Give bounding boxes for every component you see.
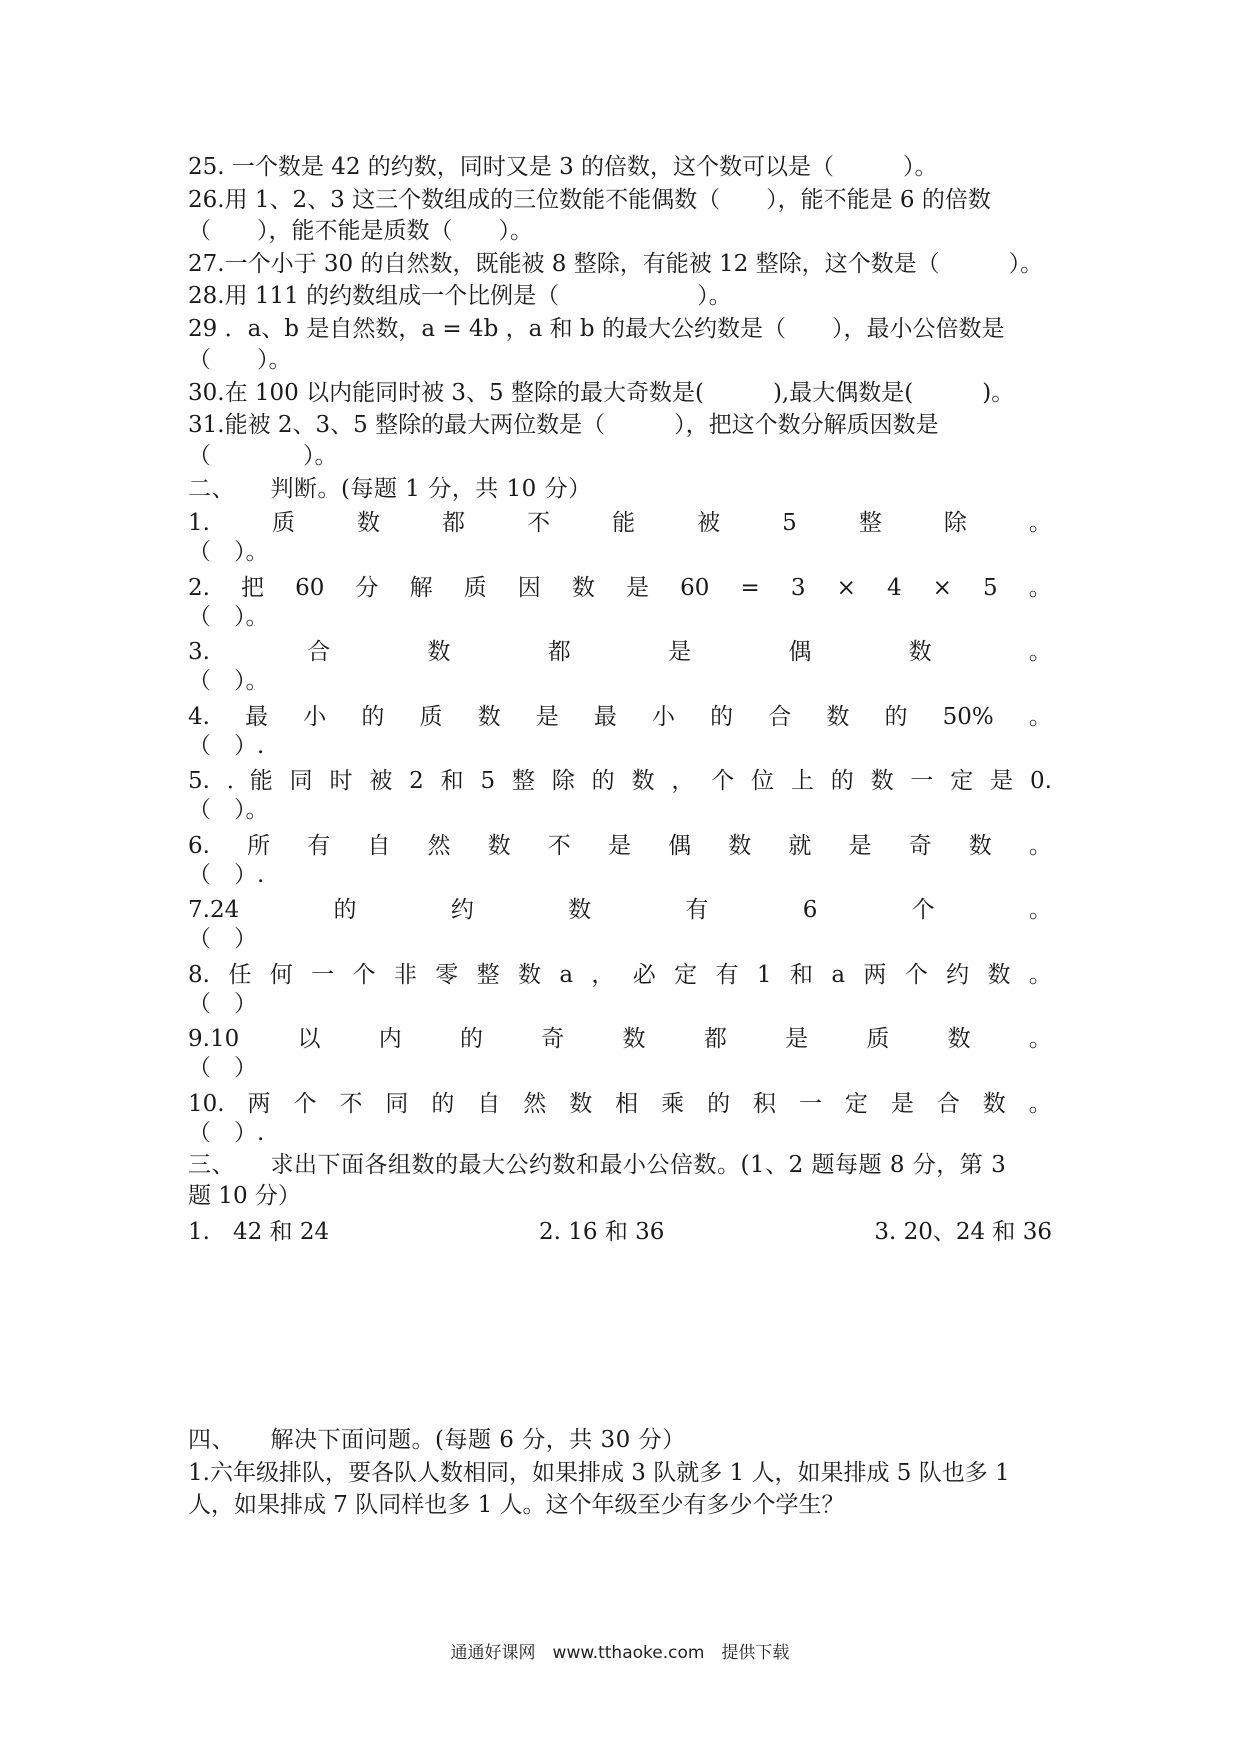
- judgment-answer-blank[interactable]: （ ）.: [188, 1120, 265, 1146]
- question-26-line-1: 26.用 1、2、3 这三个数组成的三位数能不能偶数（ ），能不能是 6 的倍数: [188, 187, 991, 213]
- judgment-word: 数: [568, 897, 592, 923]
- judgment-word: 必: [632, 962, 656, 988]
- judgment-word: 质: [271, 510, 295, 536]
- judgment-word: 积: [753, 1091, 777, 1117]
- judgment-word: 偶: [788, 639, 812, 665]
- judgment-word: 质: [463, 575, 487, 601]
- judgment-word: 数: [947, 1026, 971, 1052]
- judgment-word: 数: [968, 833, 992, 859]
- section-3-heading-line-1: 三、 求出下面各组数的最大公约数和最小公倍数。(1、2 题每题 8 分，第 3: [188, 1152, 1007, 1178]
- judgment-word: 3.: [188, 639, 210, 665]
- judgment-word: 数: [908, 639, 932, 665]
- judgment-word: 6: [802, 897, 818, 923]
- judgment-word: 60: [295, 575, 325, 601]
- judgment-word: 7.24: [188, 897, 240, 923]
- judgment-word: 除: [551, 768, 575, 794]
- question-30: 30.在 100 以内能同时被 3、5 整除的最大奇数是( ),最大偶数是( )。: [188, 380, 1015, 406]
- judgment-answer-blank[interactable]: （ ）。: [188, 797, 269, 823]
- judgment-word: 。: [1028, 897, 1052, 923]
- judgment-word: 奇: [908, 833, 932, 859]
- judgment-word: 位: [751, 768, 775, 794]
- judgment-word: 数: [728, 833, 752, 859]
- judgment-word: 和: [440, 768, 464, 794]
- judgment-word: 数: [517, 962, 541, 988]
- question-31-line-2: （ ）。: [188, 443, 338, 469]
- judgment-item-3: [188, 637, 1052, 667]
- question-28: 28.用 111 的约数组成一个比例是（ ）。: [188, 283, 732, 309]
- judgment-word: 是: [848, 833, 872, 859]
- judgment-answer-blank[interactable]: （ ）。: [188, 539, 269, 565]
- judgment-word: 2: [409, 768, 424, 794]
- judgment-word: 。: [1028, 575, 1052, 601]
- judgment-word: 奇: [541, 1026, 565, 1052]
- judgment-word: 8.: [188, 962, 210, 988]
- judgment-word: 9.10: [188, 1026, 240, 1052]
- judgment-word: 都: [442, 510, 466, 536]
- judgment-word: 。: [1028, 1091, 1052, 1117]
- judgment-word: =: [740, 575, 760, 601]
- judgment-word: 3: [790, 575, 806, 601]
- judgment-word: 不: [339, 1091, 363, 1117]
- judgment-word: 不: [527, 510, 551, 536]
- judgment-word: 小: [651, 704, 675, 730]
- judgment-answer-blank[interactable]: （ ）。: [188, 668, 269, 694]
- judgment-word: 最: [245, 704, 269, 730]
- question-26-line-2: （ ），能不能是质数（ ）。: [188, 218, 533, 244]
- judgment-answer-blank[interactable]: （ ）。: [188, 604, 269, 630]
- judgment-word: 。: [1028, 1026, 1052, 1052]
- judgment-word: 1.: [188, 510, 210, 536]
- judgment-word: 的: [361, 704, 385, 730]
- section-3-problems: [188, 1217, 1052, 1247]
- judgment-word: 小: [303, 704, 327, 730]
- judgment-word: 4.: [188, 704, 210, 730]
- judgment-word: 5: [782, 510, 797, 536]
- judgment-word: 个: [911, 897, 935, 923]
- judgment-word: 被: [369, 768, 393, 794]
- judgment-word: 有: [715, 962, 739, 988]
- judgment-word: 是: [785, 1026, 809, 1052]
- judgment-word: 最: [593, 704, 617, 730]
- judgment-word: 定: [674, 962, 698, 988]
- judgment-word: 5: [983, 575, 998, 601]
- judgment-word: 是: [625, 575, 649, 601]
- judgment-word: 把: [241, 575, 265, 601]
- word-problem-1-line-2: 人，如果排成 7 队同样也多 1 人。这个年级至少有多少个学生？: [188, 1492, 845, 1518]
- judgment-word: 数: [571, 575, 595, 601]
- judgment-word: 零: [435, 962, 459, 988]
- judgment-word: 一: [798, 1091, 822, 1117]
- judgment-word: a: [831, 962, 846, 988]
- judgment-item-5: [188, 766, 1052, 796]
- judgment-word: 质: [866, 1026, 890, 1052]
- judgment-word: 偶: [668, 833, 692, 859]
- section-3-heading-line-2: 题 10 分）: [188, 1183, 301, 1209]
- judgment-word: 4: [886, 575, 902, 601]
- judgment-word: 是: [990, 768, 1014, 794]
- judgment-word: 何: [269, 962, 293, 988]
- judgment-word: 解: [409, 575, 433, 601]
- judgment-word: 有: [685, 897, 709, 923]
- judgment-word: 能: [612, 510, 636, 536]
- judgment-word: ×: [932, 575, 952, 601]
- judgment-word: 。: [1028, 510, 1052, 536]
- judgment-word: 除: [943, 510, 967, 536]
- judgment-word: 定: [950, 768, 974, 794]
- judgment-word: 5: [480, 768, 496, 794]
- judgment-word: 质: [419, 704, 443, 730]
- judgment-word: 是: [607, 833, 631, 859]
- judgment-word: 然: [523, 1091, 547, 1117]
- judgment-word: 数: [631, 768, 655, 794]
- judgment-word: ．能: [226, 768, 273, 794]
- judgment-word: 时: [329, 768, 353, 794]
- judgment-word: 是: [535, 704, 559, 730]
- judgment-word: 的: [333, 897, 357, 923]
- judgment-word: 不: [547, 833, 571, 859]
- judgment-word: 都: [703, 1026, 727, 1052]
- judgment-word: 的: [884, 704, 908, 730]
- judgment-item-1: [188, 508, 1052, 538]
- judgment-item-9: [188, 1024, 1052, 1054]
- judgment-word: 数: [569, 1091, 593, 1117]
- judgment-word: 自: [367, 833, 391, 859]
- judgment-word: 6.: [188, 833, 210, 859]
- judgment-word: 以: [297, 1026, 321, 1052]
- judgment-word: 整: [511, 768, 535, 794]
- judgment-item-4: [188, 702, 1052, 732]
- judgment-word: ，: [591, 962, 615, 988]
- judgment-word: a: [559, 962, 574, 988]
- judgment-word: 数: [870, 768, 894, 794]
- judgment-word: 上: [790, 768, 814, 794]
- judgment-word: 都: [547, 639, 571, 665]
- judgment-word: 。: [1028, 639, 1052, 665]
- judgment-word: 个: [293, 1091, 317, 1117]
- judgment-word: 数: [622, 1026, 646, 1052]
- judgment-word: 0.: [1029, 768, 1052, 794]
- judgment-word: 的: [431, 1091, 455, 1117]
- judgment-word: 50%: [942, 704, 994, 730]
- judgment-word: 个: [904, 962, 928, 988]
- judgment-word: 同: [289, 768, 313, 794]
- judgment-item-7: [188, 895, 1052, 925]
- judgment-word: 数: [826, 704, 850, 730]
- judgment-word: 整: [476, 962, 500, 988]
- judgment-word: ，: [671, 768, 695, 794]
- judgment-word: 相: [615, 1091, 639, 1117]
- judgment-word: 因: [517, 575, 541, 601]
- judgment-word: 是: [890, 1091, 914, 1117]
- judgment-word: 和: [789, 962, 813, 988]
- question-29-line-2: （ ）。: [188, 347, 292, 373]
- judgment-word: 定: [844, 1091, 868, 1117]
- judgment-word: 的: [830, 768, 854, 794]
- judgment-word: 个: [352, 962, 376, 988]
- question-25: 25. 一个数是 42 的约数，同时又是 3 的倍数，这个数可以是（ ）。: [188, 154, 938, 180]
- gcd-lcm-problem-2: 2. 16 和 36: [539, 1219, 665, 1245]
- judgment-word: 1: [756, 962, 772, 988]
- question-27: 27.一个小于 30 的自然数，既能被 8 整除，有能被 12 整除，这个数是（ ）。: [188, 251, 1044, 277]
- judgment-item-8: [188, 960, 1052, 990]
- judgment-answer-blank[interactable]: （ ）.: [188, 733, 265, 759]
- judgment-word: 任: [228, 962, 252, 988]
- judgment-word: 数: [982, 1091, 1006, 1117]
- judgment-word: 60: [680, 575, 710, 601]
- judgment-word: 自: [477, 1091, 501, 1117]
- judgment-word: 的: [460, 1026, 484, 1052]
- judgment-word: 分: [355, 575, 379, 601]
- judgment-word: 。: [1028, 704, 1052, 730]
- section-2-heading: 二、 判断。(每题 1 分，共 10 分）: [188, 476, 592, 502]
- judgment-word: 数: [357, 510, 381, 536]
- gcd-lcm-problem-1: 1. 42 和 24: [188, 1219, 330, 1245]
- judgment-word: 整: [858, 510, 882, 536]
- judgment-word: 合: [936, 1091, 960, 1117]
- judgment-word: 然: [427, 833, 451, 859]
- judgment-item-6: [188, 831, 1052, 861]
- judgment-word: 一: [910, 768, 934, 794]
- judgment-word: 的: [707, 1091, 731, 1117]
- section-4-heading: 四、 解决下面问题。(每题 6 分，共 30 分）: [188, 1427, 686, 1453]
- word-problem-1-line-1: 1.六年级排队，要各队人数相同，如果排成 3 队就多 1 人，如果排成 5 队也多 1: [188, 1460, 1010, 1486]
- judgment-word: 一: [311, 962, 335, 988]
- judgment-word: 数: [477, 704, 501, 730]
- judgment-word: 合: [307, 639, 331, 665]
- judgment-word: 数: [487, 833, 511, 859]
- judgment-answer-blank[interactable]: （ ）.: [188, 862, 265, 888]
- judgment-answer-blank[interactable]: （ ）: [188, 1055, 257, 1081]
- judgment-word: 。: [1028, 833, 1052, 859]
- judgment-word: 合: [768, 704, 792, 730]
- judgment-answer-blank[interactable]: （ ）: [188, 991, 257, 1017]
- judgment-word: 所: [247, 833, 271, 859]
- judgment-word: 数: [987, 962, 1011, 988]
- judgment-word: 的: [710, 704, 734, 730]
- judgment-word: 两: [247, 1091, 271, 1117]
- judgment-item-2: [188, 573, 1052, 603]
- judgment-word: 内: [378, 1026, 402, 1052]
- judgment-word: 2.: [188, 575, 210, 601]
- judgment-word: ×: [836, 575, 856, 601]
- judgment-word: 有: [307, 833, 331, 859]
- judgment-word: 同: [385, 1091, 409, 1117]
- judgment-word: 。: [1028, 962, 1052, 988]
- judgment-answer-blank[interactable]: （ ）: [188, 926, 257, 952]
- judgment-word: 个: [711, 768, 735, 794]
- judgment-word: 10.: [188, 1091, 225, 1117]
- judgment-word: 非: [393, 962, 417, 988]
- judgment-word: 两: [863, 962, 887, 988]
- judgment-word: 约: [450, 897, 474, 923]
- judgment-word: 5.: [188, 768, 210, 794]
- judgment-word: 就: [788, 833, 812, 859]
- gcd-lcm-problem-3: 3. 20、24 和 36: [874, 1219, 1052, 1245]
- judgment-item-10: [188, 1089, 1052, 1119]
- judgment-word: 的: [591, 768, 615, 794]
- question-31-line-1: 31.能被 2、3、5 整除的最大两位数是（ ），把这个数分解质因数是: [188, 412, 939, 438]
- judgment-word: 约: [946, 962, 970, 988]
- judgment-word: 被: [697, 510, 721, 536]
- page-footer: 通通好课网 www.tthaoke.com 提供下载: [450, 1643, 790, 1663]
- question-29-line-1: 29 ．a、b 是自然数，a = 4b ，a 和 b 的最大公约数是（ ），最小公倍数是: [188, 316, 1005, 342]
- judgment-word: 乘: [661, 1091, 685, 1117]
- judgment-word: 数: [427, 639, 451, 665]
- judgment-word: 是: [668, 639, 692, 665]
